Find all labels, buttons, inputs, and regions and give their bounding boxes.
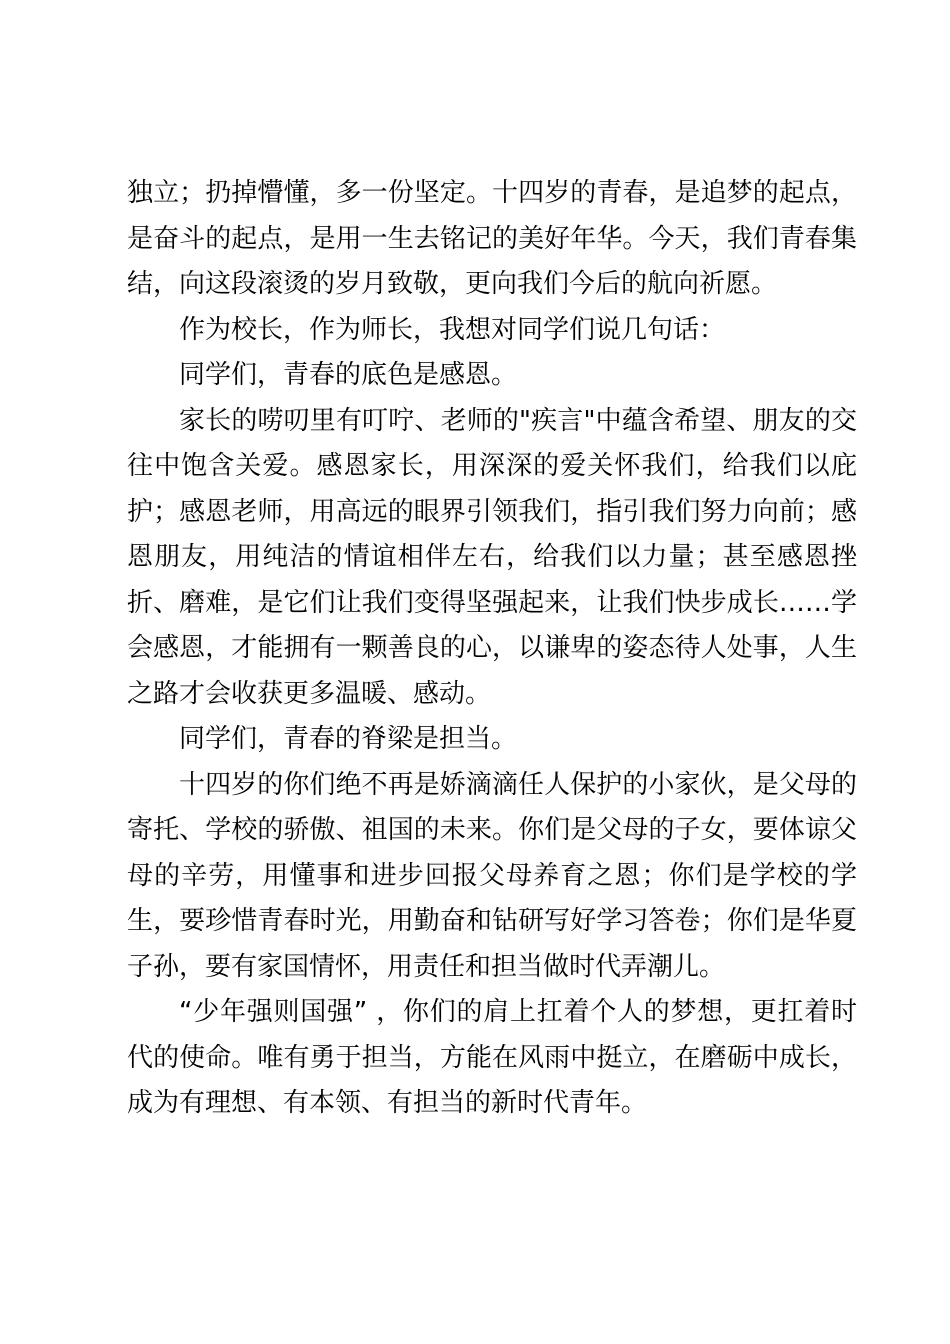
paragraph-responsibility-heading: 同学们，青春的脊梁是担当。 (179, 724, 518, 754)
paragraph-continuation: 独立；扔掉懵懂，多一份坚定。十四岁的青春，是追梦的起点，是奋斗的起点，是用一生去铭记的美好年华。今天，我们青春集结，向这段滚烫的岁月致敬，更向我们今后的航向祈愿。 (127, 178, 857, 299)
paragraph-youth-strength: “少年强则国强” ，你们的肩上扛着个人的梦想，更扛着时代的使命。唯有勇于担当，方能在风雨中挺立，在磨砺中成长，成为有理想、有本领、有担当的新时代青年。 (127, 997, 857, 1118)
paragraph-principal-intro: 作为校长，作为师长，我想对同学们说几句话： (179, 314, 726, 345)
paragraph-responsibility-body: 十四岁的你们绝不再是娇滴滴任人保护的小家伙，是父母的寄托、学校的骄傲、祖国的未来。你们是父母的子女，要体谅父母的辛劳，用懂事和进步回报父母养育之恩；你们是学校的学生，要珍惜青春时光，用勤奋和钻研写好学习答卷；你们是华夏子孙，要有家国情怀，用责任和担当做时代弄潮儿。 (127, 769, 857, 982)
paragraph-gratitude-body: 家长的唠叨里有叮咛、老师的"疾言"中蕴含希望、朋友的交往中饱含关爱。感恩家长，用深深的爱关怀我们，给我们以庇护；感恩老师，用高远的眼界引领我们，指引我们努力向前；感恩朋友，用纯洁的情谊相伴左右，给我们以力量；甚至感恩挫折、磨难，是它们让我们变得坚强起来，让我们快步成长……学会感恩，才能拥有一颗善良的心，以谦卑的姿态待人处事，人生之路才会收获更多温暖、感动。 (127, 405, 857, 709)
document-body (127, 171, 857, 1127)
paragraph-gratitude-heading: 同学们，青春的底色是感恩。 (179, 360, 518, 390)
